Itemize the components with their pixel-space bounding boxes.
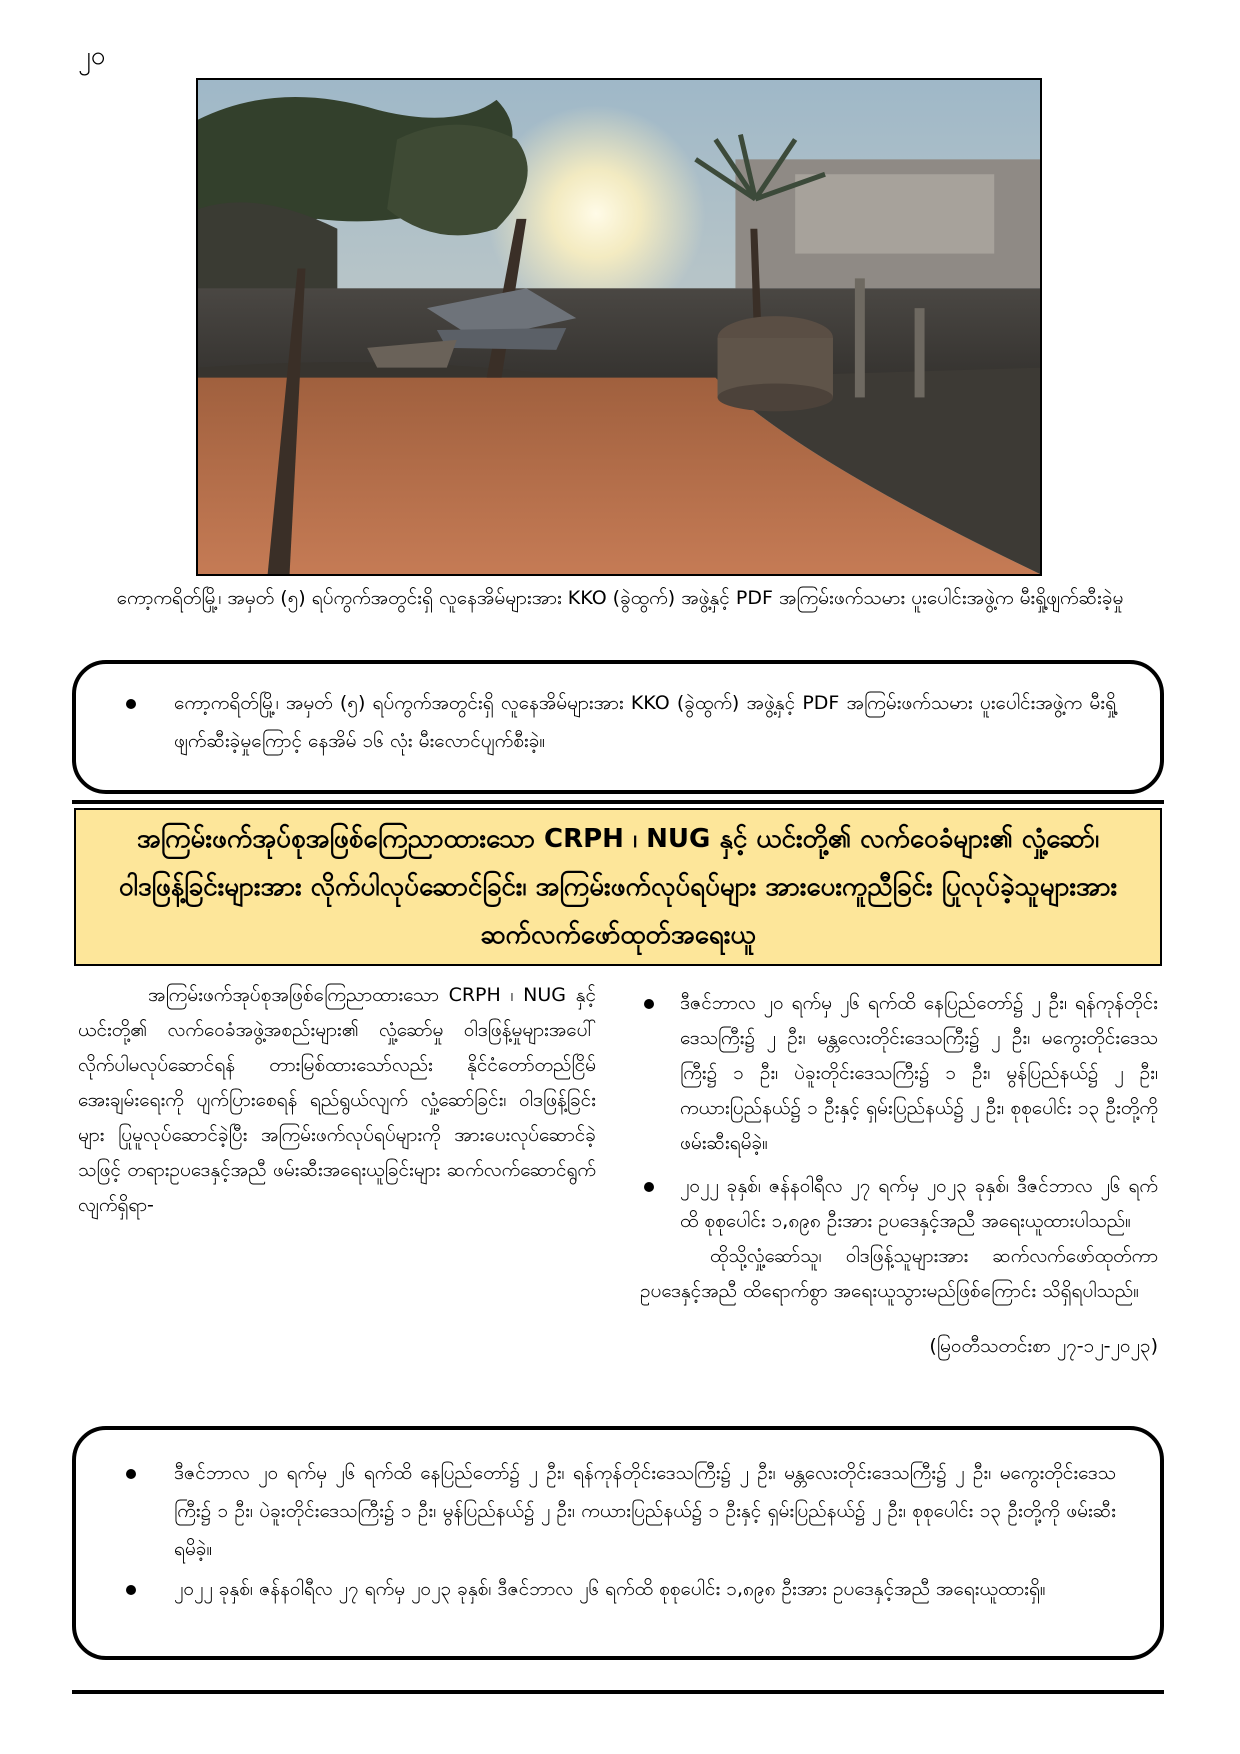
summary-box-top [72,660,1164,794]
summary-box-bottom [72,1426,1164,1660]
summary-item-text: ၂၀၂၂ ခုနှစ်၊ ဇန်နဝါရီလ ၂၇ ရက်မှ ၂၀၂၃ ခုနှစ်၊ ဒီဇင်ဘာလ ၂၆ ရက်ထိ စုစုပေါင်း ၁,၈၉၈ ဦးအား ဥပဒေနှင့်အညီ အရေးယူထားရှိ။ [174,1578,1046,1600]
bullet-icon [126,699,136,709]
summary-item-text: ဒီဇင်ဘာလ ၂၀ ရက်မှ ၂၆ ရက်ထိ နေပြည်တော်၌ ၂ ဦး၊ ရန်ကုန်တိုင်းဒေသကြီး၌ ၂ ဦး၊ မန္တလေးတိုင်းဒေသကြီး၌ ၂ ဦး၊ မကွေးတိုင်းဒေသကြီး၌ ၁ ဦး၊ ပဲခူးတိုင်းဒေသကြီး၌ ၁ ဦး၊ မွန်ပြည်နယ်၌ ၂ ဦး၊ ကယားပြည်နယ်၌ ၁ ဦးနှင့် ရှမ်းပြည်နယ်၌ ၂ ဦး၊ စုစုပေါင်း ၁၃ ဦးတို့ကို ဖမ်းဆီးရမိခဲ့။ [174,1462,1116,1560]
article-headline [74,808,1162,966]
article-source: (မြဝတီသတင်းစာ ၂၇-၁၂-၂၀၂၃) [929,1335,1158,1357]
bullet-icon [644,1182,654,1192]
summary-list [126,1454,1116,1608]
headline-text: အကြမ်းဖက်အုပ်စုအဖြစ်ကြေညာထားသော CRPH ၊ NUG နှင့် ယင်းတို့၏ လက်ဝေခံများ၏ လှုံ့ဆော်၊ ဝါဒဖြန့်ခြင်းများအား လိုက်ပါလုပ်ဆောင်ခြင်း၊ အကြမ်းဖက်လုပ်ရပ်များ အားပေးကူညီခြင်း ပြုလုပ်ခဲ့သူများအား ဆက်လက်ဖော်ထုတ်အရေးယူ [118,824,1118,950]
article-bullet [640,1169,1158,1239]
article-bullet-text: ၂၀၂၂ ခုနှစ်၊ ဇန်နဝါရီလ ၂၇ ရက်မှ ၂၀၂၃ ခုနှစ်၊ ဒီဇင်ဘာလ ၂၆ ရက်ထိ စုစုပေါင်း ၁,၈၉၈ ဦးအား ဥပဒေနှင့်အညီ အရေးယူထားပါသည်။ [680,1175,1158,1232]
summary-item-text: ကော့ကရိတ်မြို့၊ အမှတ် (၅) ရပ်ကွက်အတွင်းရှိ လူနေအိမ်များအား KKO (ခွဲထွက်) အဖွဲ့နှင့် PDF အကြမ်းဖက်သမား ပူးပေါင်းအဖွဲ့က မီးရှို့ဖျက်ဆီးခဲ့မှုကြောင့် နေအိမ် ၁၆ လုံး မီးလောင်ပျက်စီးခဲ့။ [174,692,1116,752]
divider [72,1690,1164,1694]
article-closing: ထိုသို့လှုံ့ဆော်သူ၊ ဝါဒဖြန့်သူများအား ဆက်လက်ဖော်ထုတ်ကာ ဥပဒေနှင့်အညီ ထိရောက်စွာ အရေးယူသွားမည်ဖြစ်ကြောင်း သိရှိရပါသည်။ [640,1245,1158,1302]
bullet-icon [644,999,654,1009]
summary-list [126,684,1116,760]
article-column-right [640,978,1158,1364]
summary-item [126,1570,1116,1608]
article-intro: အကြမ်းဖက်အုပ်စုအဖြစ်ကြေညာထားသော CRPH ၊ NUG နှင့် ယင်းတို့၏ လက်ဝေခံအဖွဲ့အစည်းများ၏ လှုံ့ဆော်မှု ဝါဒဖြန့်မှုများအပေါ် လိုက်ပါမလုပ်ဆောင်ရန် တားမြစ်ထားသော်လည်း နိုင်ငံတော်တည်ငြိမ်အေးချမ်းရေးကို ပျက်ပြားစေရန် ရည်ရွယ်လျက် လှုံ့ဆော်ခြင်း၊ ဝါဒဖြန့်ခြင်းများ ပြုမူလုပ်ဆောင်ခဲ့ပြီး အကြမ်းဖက်လုပ်ရပ်များကို အားပေးလုပ်ဆောင်ခဲ့သဖြင့် တရားဥပဒေနှင့်အညီ ဖမ်းဆီးအရေးယူခြင်းများ ဆက်လက်ဆောင်ရွက်လျက်ရှိရာ- [78,984,596,1216]
divider [72,800,1164,804]
bullet-icon [126,1585,136,1595]
bullet-icon [126,1469,136,1479]
summary-item [126,684,1116,760]
article-bullet-text: ဒီဇင်ဘာလ ၂၀ ရက်မှ ၂၆ ရက်ထိ နေပြည်တော်၌ ၂ ဦး၊ ရန်ကုန်တိုင်းဒေသကြီး၌ ၂ ဦး၊ မန္တလေးတိုင်းဒေသကြီး၌ ၂ ဦး၊ မကွေးတိုင်းဒေသကြီး၌ ၁ ဦး၊ ပဲခူးတိုင်းဒေသကြီး၌ ၁ ဦး၊ မွန်ပြည်နယ်၌ ၂ ဦး၊ ကယားပြည်နယ်၌ ၁ ဦးနှင့် ရှမ်းပြည်နယ်၌ ၂ ဦး၊ စုစုပေါင်း ၁၃ ဦးတို့ကို ဖမ်းဆီးရမိခဲ့။ [680,992,1158,1154]
photo-illustration [198,80,1040,574]
burned-village-photo [196,78,1042,576]
article-bullet [640,986,1158,1161]
article-column-left [78,978,596,1223]
photo-caption: ကော့ကရိတ်မြို့၊ အမှတ် (၅) ရပ်ကွက်အတွင်းရှိ လူနေအိမ်များအား KKO (ခွဲထွက်) အဖွဲ့နှင့် PDF အကြမ်းဖက်သမား ပူးပေါင်းအဖွဲ့က မီးရှို့ဖျက်ဆီးခဲ့မှု [116,587,1124,609]
page-number: ၂၀ [78,41,106,71]
summary-item [126,1454,1116,1568]
